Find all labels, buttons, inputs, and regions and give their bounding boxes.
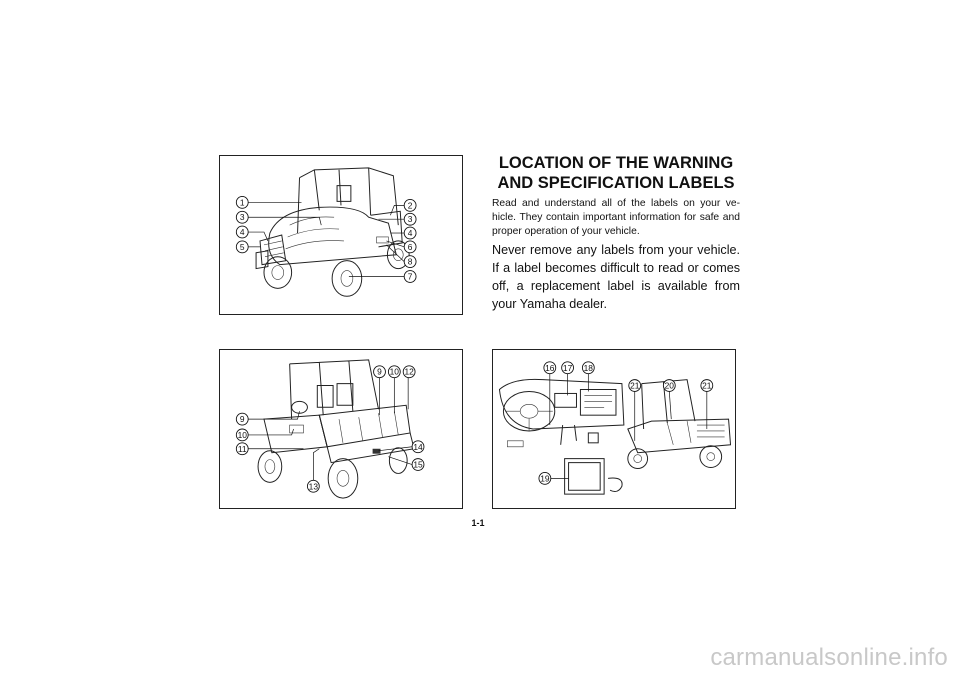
figure-detail-view bbox=[492, 349, 736, 509]
label-warning-paragraph: Never remove any labels from your vehicle. If a label becomes difficult to read or comes off, a replacement label is available from your Yamaha dealer. bbox=[492, 243, 740, 311]
detail-view-illustration bbox=[493, 350, 735, 508]
svg-text:2: 2 bbox=[407, 200, 413, 211]
callout-16 bbox=[544, 362, 556, 374]
callout-11 bbox=[236, 443, 248, 455]
svg-text:14: 14 bbox=[413, 441, 423, 452]
callout-2 bbox=[404, 199, 416, 211]
callout-5 bbox=[236, 241, 248, 253]
svg-text:9: 9 bbox=[239, 414, 245, 425]
section-title-line-2: AND SPECIFICATION LABELS bbox=[497, 174, 735, 192]
section-title-line-1: LOCATION OF THE WARNING bbox=[498, 154, 734, 172]
callout-19 bbox=[539, 472, 551, 484]
svg-text:1: 1 bbox=[239, 197, 245, 208]
rear-view-leaders bbox=[248, 378, 412, 481]
svg-text:21: 21 bbox=[630, 380, 640, 391]
callout-10 bbox=[236, 429, 248, 441]
figure-front-view bbox=[219, 155, 463, 315]
svg-text:21: 21 bbox=[702, 380, 712, 391]
svg-text:9: 9 bbox=[377, 366, 382, 377]
callout-14 bbox=[412, 441, 424, 453]
callout-10-top bbox=[388, 366, 400, 378]
rear-view-illustration bbox=[220, 350, 462, 508]
callout-6 bbox=[404, 241, 416, 253]
callout-13 bbox=[307, 480, 319, 492]
figure-rear-view bbox=[219, 349, 463, 509]
callout-9 bbox=[236, 413, 248, 425]
callout-3-right bbox=[404, 213, 416, 225]
callout-12 bbox=[403, 366, 415, 378]
svg-text:10: 10 bbox=[389, 366, 399, 377]
svg-text:16: 16 bbox=[545, 362, 555, 373]
section-title bbox=[492, 153, 740, 193]
callout-17 bbox=[562, 362, 574, 374]
svg-text:4: 4 bbox=[239, 227, 245, 238]
callout-3 bbox=[236, 211, 248, 223]
svg-text:4: 4 bbox=[407, 228, 413, 239]
callout-18 bbox=[582, 362, 594, 374]
callout-15 bbox=[412, 459, 424, 471]
callout-9-top bbox=[374, 366, 386, 378]
watermark: carmanualsonline.info bbox=[710, 644, 948, 671]
callout-7 bbox=[404, 271, 416, 283]
callout-4 bbox=[236, 226, 248, 238]
front-view-illustration bbox=[220, 156, 462, 314]
svg-text:13: 13 bbox=[308, 481, 319, 492]
callout-8 bbox=[404, 256, 416, 268]
page-number: 1-1 bbox=[471, 518, 485, 528]
callout-4-right bbox=[404, 227, 416, 239]
intro-paragraph: Read and understand all of the labels on your ve-hicle. They contain important information for safe and proper operation of your vehicle. bbox=[492, 198, 740, 237]
callout-20 bbox=[663, 380, 675, 392]
svg-text:3: 3 bbox=[239, 212, 245, 223]
callout-1 bbox=[236, 196, 248, 208]
svg-text:11: 11 bbox=[237, 443, 247, 454]
svg-text:3: 3 bbox=[407, 214, 413, 225]
callout-21-left bbox=[629, 380, 641, 392]
svg-text:15: 15 bbox=[413, 459, 423, 470]
svg-text:7: 7 bbox=[407, 271, 413, 282]
svg-text:18: 18 bbox=[583, 362, 593, 373]
svg-text:17: 17 bbox=[562, 362, 573, 373]
svg-text:12: 12 bbox=[404, 366, 414, 377]
svg-text:5: 5 bbox=[239, 241, 245, 252]
svg-text:20: 20 bbox=[664, 380, 674, 391]
callout-21-right bbox=[701, 380, 713, 392]
svg-text:6: 6 bbox=[407, 241, 413, 252]
svg-text:19: 19 bbox=[540, 473, 550, 484]
svg-text:8: 8 bbox=[407, 256, 413, 267]
svg-text:10: 10 bbox=[237, 429, 247, 440]
